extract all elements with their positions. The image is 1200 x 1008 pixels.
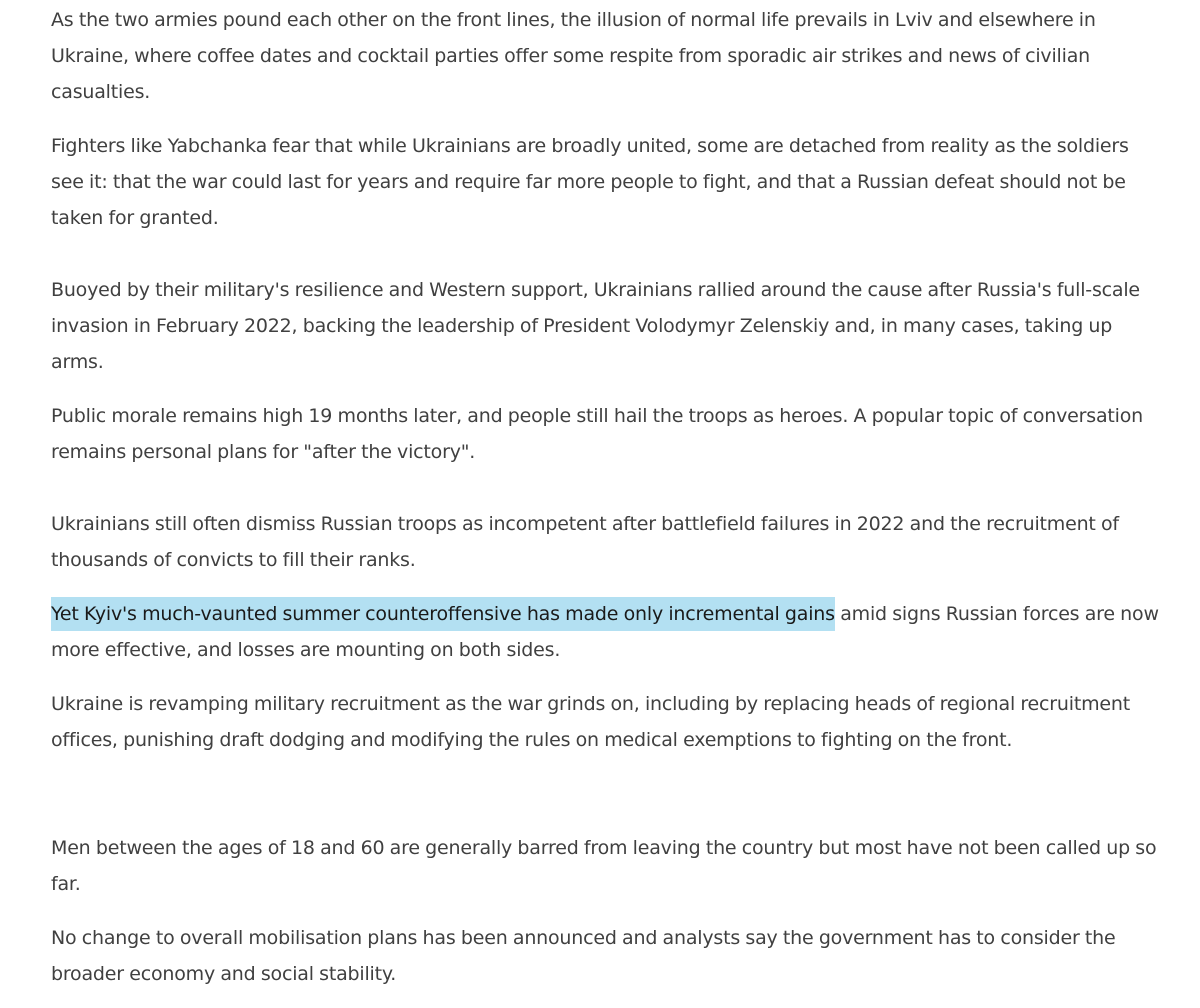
article-paragraph: Ukrainians still often dismiss Russian troops as incompetent after battlefield failures in 2022 and the recruitment of thousands of convicts to fill their ranks. — [51, 513, 1119, 571]
article-paragraph: As the two armies pound each other on the front lines, the illusion of normal life prevails in Lviv and elsewhere in Ukraine, where coffee dates and cocktail parties offer some respite from sporadic air strikes and news of civilian casualties. — [51, 9, 1096, 103]
text-selection-highlight[interactable]: Yet Kyiv's much-vaunted summer counteroffensive has made only incremental gains — [51, 597, 835, 631]
paragraph-remainder: amid signs Russian forces are now more effective, and losses are mounting on both sides. — [51, 603, 1159, 661]
article-paragraph: Public morale remains high 19 months later, and people still hail the troops as heroes. A popular topic of conversation remains personal plans for "after the victory". — [51, 405, 1143, 463]
article-paragraph: Men between the ages of 18 and 60 are generally barred from leaving the country but most have not been called up so far. — [51, 837, 1157, 895]
article-paragraph: No change to overall mobilisation plans has been announced and analysts say the government has to consider the broader economy and social stability. — [51, 927, 1116, 985]
article-paragraph: Buoyed by their military's resilience and Western support, Ukrainians rallied around the cause after Russia's full-scale invasion in February 2022, backing the leadership of President Volodymyr Zelenskiy and, in many cases, taking up arms. — [51, 279, 1140, 373]
article-paragraph: Ukraine is revamping military recruitment as the war grinds on, including by replacing heads of regional recruitment offices, punishing draft dodging and modifying the rules on medical exemptions to fighting on the front. — [51, 693, 1130, 751]
article-paragraph-highlighted — [51, 596, 1161, 668]
article-paragraph: Fighters like Yabchanka fear that while Ukrainians are broadly united, some are detached from reality as the soldiers see it: that the war could last for years and require far more people to fight, and that a Russian defeat should not be taken for granted. — [51, 135, 1129, 229]
